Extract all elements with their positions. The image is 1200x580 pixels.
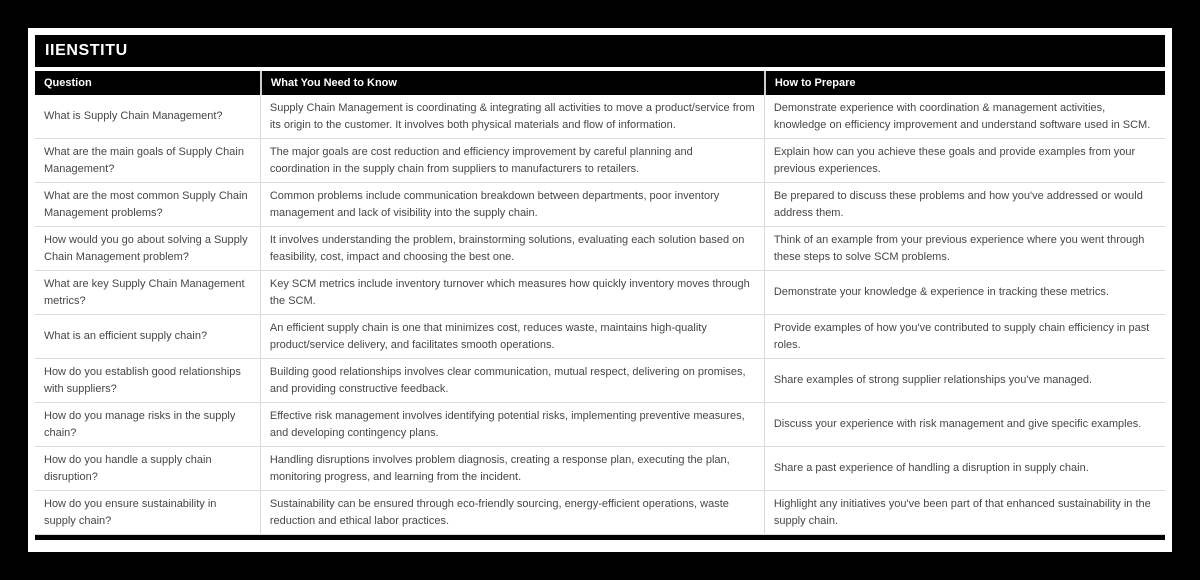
content-page	[28, 28, 1172, 552]
table-row	[35, 139, 1165, 183]
question-cell: What are the main goals of Supply Chain Management?	[35, 139, 260, 183]
column-header-question: Question	[35, 71, 260, 95]
know-cell: Sustainability can be ensured through eco-friendly sourcing, energy-efficient operations, waste reduction and ethical labor practices.	[260, 491, 764, 535]
question-cell: How do you ensure sustainability in supply chain?	[35, 491, 260, 535]
table-row	[35, 403, 1165, 447]
header-row	[35, 71, 1165, 95]
know-cell: It involves understanding the problem, brainstorming solutions, evaluating each solution based on feasibility, cost, impact and choosing the best one.	[260, 227, 764, 271]
prepare-cell: Think of an example from your previous experience where you went through these steps to solve SCM problems.	[764, 227, 1165, 271]
question-cell: What is Supply Chain Management?	[35, 95, 260, 139]
question-cell: How do you manage risks in the supply chain?	[35, 403, 260, 447]
question-cell: How do you establish good relationships with suppliers?	[35, 359, 260, 403]
table-header	[35, 71, 1165, 95]
column-header-know: What You Need to Know	[260, 71, 764, 95]
table-row	[35, 447, 1165, 491]
prepare-cell: Demonstrate your knowledge & experience in tracking these metrics.	[764, 271, 1165, 315]
know-cell: An efficient supply chain is one that minimizes cost, reduces waste, maintains high-quality product/service delivery, and facilitates smooth operations.	[260, 315, 764, 359]
know-cell: Building good relationships involves clear communication, mutual respect, delivering on promises, and providing constructive feedback.	[260, 359, 764, 403]
prepare-cell: Share a past experience of handling a disruption in supply chain.	[764, 447, 1165, 491]
question-cell: What is an efficient supply chain?	[35, 315, 260, 359]
table-row	[35, 315, 1165, 359]
question-cell: What are key Supply Chain Management metrics?	[35, 271, 260, 315]
prepare-cell: Highlight any initiatives you've been part of that enhanced sustainability in the supply chain.	[764, 491, 1165, 535]
table-row	[35, 183, 1165, 227]
question-cell: How would you go about solving a Supply Chain Management problem?	[35, 227, 260, 271]
know-cell: Key SCM metrics include inventory turnover which measures how quickly inventory moves through the SCM.	[260, 271, 764, 315]
know-cell: Supply Chain Management is coordinating & integrating all activities to move a product/service from its origin to the customer. It involves both physical materials and flow of information.	[260, 95, 764, 139]
table-row	[35, 227, 1165, 271]
table-body	[35, 95, 1165, 535]
qa-table	[35, 71, 1165, 540]
prepare-cell: Be prepared to discuss these problems and how you've addressed or would address them.	[764, 183, 1165, 227]
know-cell: The major goals are cost reduction and efficiency improvement by careful planning and coordination in the supply chain from suppliers to manufacturers to retailers.	[260, 139, 764, 183]
table-row	[35, 95, 1165, 139]
prepare-cell: Explain how can you achieve these goals and provide examples from your previous experiences.	[764, 139, 1165, 183]
column-header-prepare: How to Prepare	[764, 71, 1165, 95]
page-title: IIENSTITU	[35, 35, 1165, 67]
table-row	[35, 271, 1165, 315]
question-cell: How do you handle a supply chain disruption?	[35, 447, 260, 491]
know-cell: Common problems include communication breakdown between departments, poor inventory management and lack of visibility into the supply chain.	[260, 183, 764, 227]
know-cell: Handling disruptions involves problem diagnosis, creating a response plan, executing the plan, monitoring progress, and learning from the incident.	[260, 447, 764, 491]
question-cell: What are the most common Supply Chain Management problems?	[35, 183, 260, 227]
prepare-cell: Demonstrate experience with coordination & management activities, knowledge on efficiency improvement and understand software used in SCM.	[764, 95, 1165, 139]
table-row	[35, 491, 1165, 535]
table-row	[35, 359, 1165, 403]
know-cell: Effective risk management involves identifying potential risks, implementing preventive measures, and developing contingency plans.	[260, 403, 764, 447]
prepare-cell: Provide examples of how you've contributed to supply chain efficiency in past roles.	[764, 315, 1165, 359]
prepare-cell: Discuss your experience with risk management and give specific examples.	[764, 403, 1165, 447]
prepare-cell: Share examples of strong supplier relationships you've managed.	[764, 359, 1165, 403]
